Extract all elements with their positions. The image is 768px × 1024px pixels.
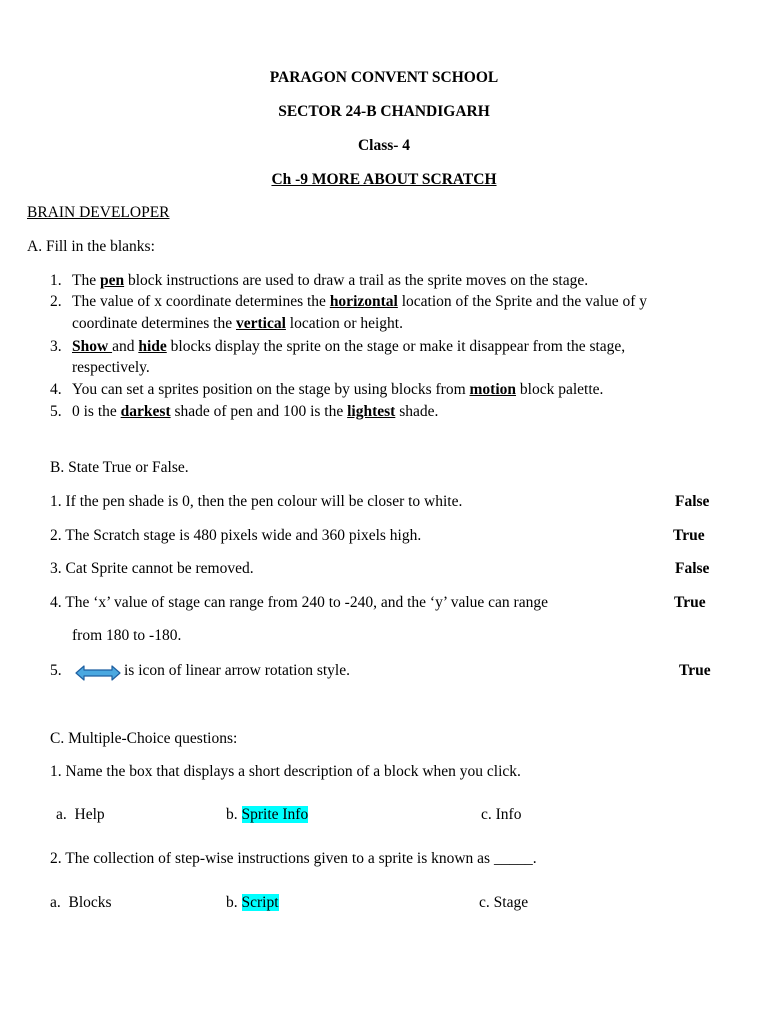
tf-answer: False [675, 560, 710, 577]
fill-blanks-heading: A. Fill in the blanks: [27, 238, 155, 255]
fill-blank-continuation: coordinate determines the vertical location or height. [72, 315, 403, 332]
chapter-title: Ch -9 MORE ABOUT SCRATCH [271, 171, 497, 188]
fill-blank-item: 3. Show and hide blocks display the sprite on the stage or make it disappear from the stage, [50, 338, 626, 355]
school-sector: SECTOR 24-B CHANDIGARH [278, 103, 490, 120]
tf-statement: is icon of linear arrow rotation style. [124, 662, 350, 679]
mcq-option-c: c. Stage [479, 894, 529, 911]
true-false-heading: B. State True or False. [50, 459, 189, 476]
tf-statement: 4. The ‘x’ value of stage can range from 240 to -240, and the ‘y’ value can range [50, 594, 548, 611]
correct-answer-highlight: Sprite Info [241, 806, 309, 823]
school-name: PARAGON CONVENT SCHOOL [269, 69, 499, 86]
fill-blank-item: 1. The pen block instructions are used to draw a trail as the sprite moves on the stage. [50, 272, 589, 289]
mcq-question: 2. The collection of step-wise instructions given to a sprite is known as _____. [50, 850, 537, 867]
tf-answer: False [675, 493, 710, 510]
tf-answer: True [679, 662, 711, 679]
double-arrow-icon [75, 665, 121, 681]
tf-answer: True [673, 527, 705, 544]
mcq-option-b: b. Sprite Info [226, 806, 309, 823]
fill-blank-continuation: respectively. [72, 359, 150, 376]
fill-blank-item: 2. The value of x coordinate determines the horizontal location of the Sprite and the value of y [50, 293, 648, 310]
mcq-question: 1. Name the box that displays a short description of a block when you click. [50, 763, 521, 780]
tf-statement: 3. Cat Sprite cannot be removed. [50, 560, 254, 577]
section-title: BRAIN DEVELOPER [27, 204, 170, 221]
mcq-option-a: a. Help [56, 806, 105, 823]
mcq-heading: C. Multiple-Choice questions: [50, 730, 238, 747]
mcq-option-c: c. Info [481, 806, 522, 823]
mcq-option-b: b. Script [226, 894, 279, 911]
tf-answer: True [674, 594, 706, 611]
tf-number: 5. [50, 662, 62, 679]
class-label: Class- 4 [357, 137, 411, 154]
tf-statement-continuation: from 180 to -180. [72, 627, 182, 644]
fill-blank-item: 4. You can set a sprites position on the stage by using blocks from motion block palette. [50, 381, 604, 398]
tf-statement: 1. If the pen shade is 0, then the pen colour will be closer to white. [50, 493, 463, 510]
tf-statement: 2. The Scratch stage is 480 pixels wide and 360 pixels high. [50, 527, 422, 544]
mcq-option-a: a. Blocks [50, 894, 112, 911]
fill-blank-item: 5. 0 is the darkest shade of pen and 100 is the lightest shade. [50, 403, 439, 420]
correct-answer-highlight: Script [241, 894, 279, 911]
